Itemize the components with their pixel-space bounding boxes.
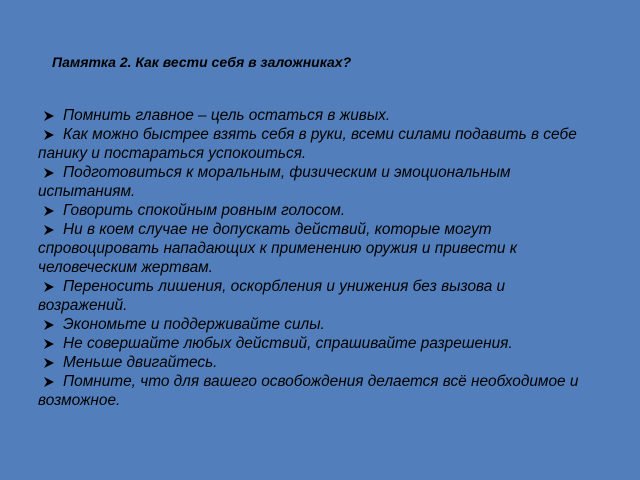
- list-item: [38, 353, 598, 372]
- list-item: [38, 220, 598, 277]
- list-item: [38, 106, 598, 125]
- memo-list: [38, 106, 598, 410]
- arrow-bullet-icon: [43, 205, 55, 217]
- list-item-text: Как можно быстрее взять себя в руки, всеми силами подавить в себе панику и постараться успокоиться.: [38, 126, 577, 162]
- list-item: [38, 125, 598, 163]
- list-item-text: Помнить главное – цель остаться в живых.: [63, 107, 391, 124]
- list-item-text: Помните, что для вашего освобождения делается всё необходимое и возможное.: [38, 373, 579, 409]
- list-item-text: Не совершайте любых действий, спрашивайте разрешения.: [63, 335, 513, 352]
- arrow-bullet-icon: [43, 281, 55, 293]
- list-item: [38, 372, 598, 410]
- arrow-bullet-icon: [43, 129, 55, 141]
- list-item: [38, 201, 598, 220]
- list-item: [38, 277, 598, 315]
- arrow-bullet-icon: [43, 167, 55, 179]
- list-item: [38, 163, 598, 201]
- list-item-text: Переносить лишения, оскорбления и унижения без вызова и возражений.: [38, 278, 506, 314]
- list-item-text: Экономьте и поддерживайте силы.: [63, 316, 325, 333]
- arrow-bullet-icon: [43, 319, 55, 331]
- list-item-text: Меньше двигайтесь.: [63, 354, 218, 371]
- arrow-bullet-icon: [43, 338, 55, 350]
- list-item-text: Ни в коем случае не допускать действий, которые могут спровоцировать нападающих к применению оружия и привести к человеческим жертвам.: [38, 221, 518, 276]
- list-item: [38, 334, 598, 353]
- list-item-text: Подготовиться к моральным, физическим и эмоциональным испытаниям.: [38, 164, 511, 200]
- arrow-bullet-icon: [43, 376, 55, 388]
- page-title: Памятка 2. Как вести себя в заложниках?: [52, 54, 352, 70]
- arrow-bullet-icon: [43, 224, 55, 236]
- arrow-bullet-icon: [43, 110, 55, 122]
- arrow-bullet-icon: [43, 357, 55, 369]
- list-item: [38, 315, 598, 334]
- list-item-text: Говорить спокойным ровным голосом.: [63, 202, 346, 219]
